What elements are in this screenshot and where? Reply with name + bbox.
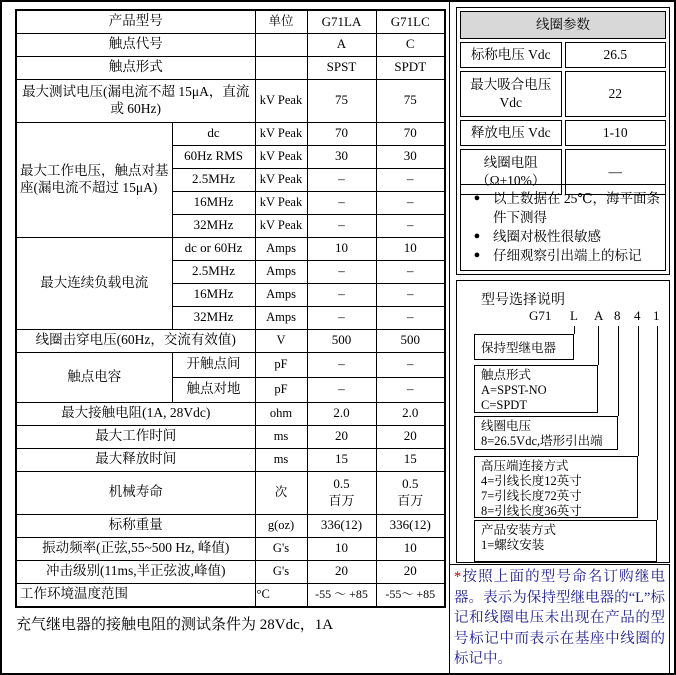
spec-header-product: 产品型号 xyxy=(16,10,255,33)
sub-label: 开触点间 xyxy=(172,352,255,377)
sub-label: 32MHz xyxy=(172,214,255,237)
spec-row-operate-time xyxy=(16,425,445,448)
unit-cell: 次 xyxy=(255,471,307,514)
value-a-line2: 百万 xyxy=(328,492,355,508)
coil-parameters-table xyxy=(457,8,669,198)
row-label: 触点代号 xyxy=(16,33,255,56)
value-a: A xyxy=(307,33,376,56)
coil-table-title: 线圈参数 xyxy=(460,11,666,39)
unit-cell: V xyxy=(255,329,307,352)
sub-label: dc xyxy=(172,122,255,145)
model-box-mounting xyxy=(474,520,657,562)
connector-line-1 xyxy=(657,326,658,520)
coil-row-dropout xyxy=(460,120,666,146)
spec-row-contact-code xyxy=(16,33,445,56)
spec-row-coil-breakdown xyxy=(16,329,445,352)
note-text: 线圈对极性很敏感 xyxy=(493,229,601,244)
sub-label: 2.5MHz xyxy=(172,168,255,191)
bullet-icon: ● xyxy=(473,249,481,261)
value-c: 10 xyxy=(376,537,445,560)
sub-label: 2.5MHz xyxy=(172,260,255,283)
value-c: 20 xyxy=(376,425,445,448)
coil-value: 26.5 xyxy=(565,42,667,68)
unit-cell: Amps xyxy=(255,306,307,329)
value-c xyxy=(376,471,445,514)
coil-row-nominal-voltage xyxy=(460,42,666,68)
spec-row-vibration xyxy=(16,537,445,560)
value-a: 10 xyxy=(307,237,376,260)
value-c-line1: 0.5 xyxy=(402,476,419,492)
spec-row-contact-resistance xyxy=(16,402,445,425)
box-line: 线圈电压 xyxy=(481,419,532,433)
value-a: 75 xyxy=(307,79,376,122)
sub-label: 16MHz xyxy=(172,191,255,214)
value-a: 20 xyxy=(307,560,376,583)
row-label: 标称重量 xyxy=(16,514,255,537)
model-box-contact-form xyxy=(474,365,598,413)
spec-row-weight xyxy=(16,514,445,537)
unit-cell: ms xyxy=(255,425,307,448)
unit-cell xyxy=(255,56,307,79)
unit-cell xyxy=(255,33,307,56)
value-a-line1: 0.5 xyxy=(333,476,350,492)
value-a: – xyxy=(307,377,376,402)
spec-header-model-c: G71LC xyxy=(376,10,445,33)
row-label: 机械寿命 xyxy=(16,471,255,514)
test-condition-note: 充气继电器的接触电阻的测试条件为 28Vdc，1A xyxy=(16,617,334,633)
box-line: 1=螺纹安装 xyxy=(481,538,545,552)
footnote-text: 按照上面的型号命名订购继电器。表示为保持型继电器的“L”标记和线圈电压未出现在产品的型号标记中而表示在基座中线圈的标记中。 xyxy=(454,569,665,667)
value-c: – xyxy=(376,283,445,306)
value-c: 20 xyxy=(376,560,445,583)
spec-row-shock xyxy=(16,560,445,583)
model-code-prefix: G71 xyxy=(529,308,552,323)
value-a: – xyxy=(307,352,376,377)
coil-value: — xyxy=(565,149,667,195)
spec-row-mech-life xyxy=(16,471,445,514)
spec-row-max-test-voltage xyxy=(16,79,445,122)
value-c: 30 xyxy=(376,145,445,168)
footnote-marker: * xyxy=(454,569,462,585)
sub-label: 32MHz xyxy=(172,306,255,329)
value-c: 2.0 xyxy=(376,402,445,425)
row-label: 最大工作时间 xyxy=(16,425,255,448)
value-a: SPST xyxy=(307,56,376,79)
coil-notes-box xyxy=(460,184,666,271)
value-c: C xyxy=(376,33,445,56)
value-a: – xyxy=(307,191,376,214)
model-selection-title: 型号选择说明 xyxy=(481,293,565,308)
unit-cell: g(oz) xyxy=(255,514,307,537)
spec-header-model-a: G71LA xyxy=(307,10,376,33)
row-label: 线圈击穿电压(60Hz，交流有效值) xyxy=(16,329,255,352)
spec-row-release-time xyxy=(16,448,445,471)
coil-label: 标称电压 Vdc xyxy=(460,42,562,68)
value-c: SPDT xyxy=(376,56,445,79)
coil-row-max-pickup xyxy=(460,71,666,117)
box-line: A=SPST-NO xyxy=(481,383,547,397)
unit-cell: ohm xyxy=(255,402,307,425)
value-c: 500 xyxy=(376,329,445,352)
model-selection-section xyxy=(456,280,670,563)
bullet-icon: ● xyxy=(473,230,481,242)
sub-label: 60Hz RMS xyxy=(172,145,255,168)
coil-value: 1-10 xyxy=(565,120,667,146)
unit-cell: G's xyxy=(255,537,307,560)
unit-cell: ms xyxy=(255,448,307,471)
spec-header-unit: 单位 xyxy=(255,10,307,33)
sub-label: 触点对地 xyxy=(172,377,255,402)
value-a: – xyxy=(307,260,376,283)
unit-cell: pF xyxy=(255,377,307,402)
value-c: – xyxy=(376,168,445,191)
value-a: 500 xyxy=(307,329,376,352)
ordering-footnote xyxy=(449,564,670,674)
box-line: 产品安装方式 xyxy=(481,523,557,537)
unit-cell: kV Peak xyxy=(255,168,307,191)
model-code-1: 1 xyxy=(653,308,660,323)
value-c: 70 xyxy=(376,122,445,145)
connector-line-8 xyxy=(618,326,619,416)
coil-value: 22 xyxy=(565,71,667,117)
value-c: 75 xyxy=(376,79,445,122)
value-c: – xyxy=(376,214,445,237)
value-a: – xyxy=(307,168,376,191)
note-text: 仔细观察引出端上的标记 xyxy=(493,248,642,263)
model-code-l: L xyxy=(570,308,578,323)
value-a: 10 xyxy=(307,537,376,560)
spec-table xyxy=(15,9,446,608)
list-item xyxy=(463,227,663,246)
unit-cell: Amps xyxy=(255,283,307,306)
model-box-coil-voltage xyxy=(474,416,618,450)
bullet-icon: ● xyxy=(473,192,481,204)
model-box-hv-connection xyxy=(474,456,638,518)
value-c: 15 xyxy=(376,448,445,471)
value-a: – xyxy=(307,306,376,329)
model-box-latching-relay xyxy=(474,334,574,360)
unit-cell: °C xyxy=(255,583,307,607)
box-line: 8=引线长度36英寸 xyxy=(481,504,582,518)
value-c: – xyxy=(376,260,445,283)
value-c: 336(12) xyxy=(376,514,445,537)
row-label: 触点形式 xyxy=(16,56,255,79)
coil-parameters-section xyxy=(456,7,670,275)
box-line: 4=引线长度12英寸 xyxy=(481,474,582,488)
unit-cell: kV Peak xyxy=(255,122,307,145)
coil-label: 最大吸合电压 Vdc xyxy=(460,71,562,117)
value-c: – xyxy=(376,191,445,214)
unit-cell: Amps xyxy=(255,237,307,260)
value-a: – xyxy=(307,214,376,237)
box-line: 7=引线长度72英寸 xyxy=(481,489,582,503)
unit-cell: G's xyxy=(255,560,307,583)
spec-row-temp-range xyxy=(16,583,445,607)
value-c-line2: 百万 xyxy=(397,492,424,508)
value-a: 336(12) xyxy=(307,514,376,537)
box-line: 8=26.5Vdc,塔形引出端 xyxy=(481,434,603,448)
value-a: -55 ～ +85 xyxy=(307,583,376,607)
value-a: 30 xyxy=(307,145,376,168)
sub-label: 16MHz xyxy=(172,283,255,306)
connector-line-a xyxy=(598,326,599,365)
box-line: 保持型继电器 xyxy=(481,341,557,355)
value-a: 20 xyxy=(307,425,376,448)
list-item xyxy=(463,246,663,265)
unit-cell: Amps xyxy=(255,260,307,283)
spec-row-cap-open xyxy=(16,352,445,377)
unit-cell: pF xyxy=(255,352,307,377)
box-line: 高压端连接方式 xyxy=(481,459,569,473)
row-label: 工作环境温度范围 xyxy=(16,583,255,607)
spec-row-mwv-dc xyxy=(16,122,445,145)
group-label-max-working-voltage: 最大工作电压，触点对基座(漏电流不超过 15μA) xyxy=(16,122,172,237)
group-label-max-load-current: 最大连续负载电流 xyxy=(16,237,172,329)
row-label: 最大释放时间 xyxy=(16,448,255,471)
box-line: C=SPDT xyxy=(481,398,527,412)
model-code-a: A xyxy=(594,308,604,323)
row-label: 振动频率(正弦,55~500 Hz, 峰值) xyxy=(16,537,255,560)
model-code-4: 4 xyxy=(634,308,641,323)
coil-label: 线圈电阻（Ω±10%） xyxy=(460,149,562,195)
box-line: 触点形式 xyxy=(481,368,532,382)
coil-header-row xyxy=(460,11,666,39)
note-text: 以上数据在 25℃，海平面条件下测得 xyxy=(493,191,660,225)
spec-row-contact-form xyxy=(16,56,445,79)
value-a: – xyxy=(307,283,376,306)
value-c: – xyxy=(376,306,445,329)
value-a: 15 xyxy=(307,448,376,471)
row-label: 冲击级别(11ms,半正弦波,峰值) xyxy=(16,560,255,583)
spec-header-row xyxy=(16,10,445,33)
row-label: 最大测试电压(漏电流不超 15μA，直流或 60Hz) xyxy=(16,79,255,122)
row-label: 最大接触电阻(1A, 28Vdc) xyxy=(16,402,255,425)
connector-line-4 xyxy=(638,326,639,456)
spec-row-mlc-dc xyxy=(16,237,445,260)
unit-cell: kV Peak xyxy=(255,145,307,168)
value-a xyxy=(307,471,376,514)
connector-line-l xyxy=(574,326,575,334)
list-item xyxy=(463,189,663,227)
sub-label: dc or 60Hz xyxy=(172,237,255,260)
value-a: 2.0 xyxy=(307,402,376,425)
unit-cell: kV Peak xyxy=(255,214,307,237)
value-c: -55～ +85 xyxy=(376,583,445,607)
unit-cell: kV Peak xyxy=(255,79,307,122)
model-code-8: 8 xyxy=(614,308,621,323)
unit-cell: kV Peak xyxy=(255,191,307,214)
coil-label: 释放电压 Vdc xyxy=(460,120,562,146)
value-c: 10 xyxy=(376,237,445,260)
value-c: – xyxy=(376,377,445,402)
value-a: 70 xyxy=(307,122,376,145)
value-c: – xyxy=(376,352,445,377)
group-label-contact-capacitance: 触点电容 xyxy=(16,352,172,402)
